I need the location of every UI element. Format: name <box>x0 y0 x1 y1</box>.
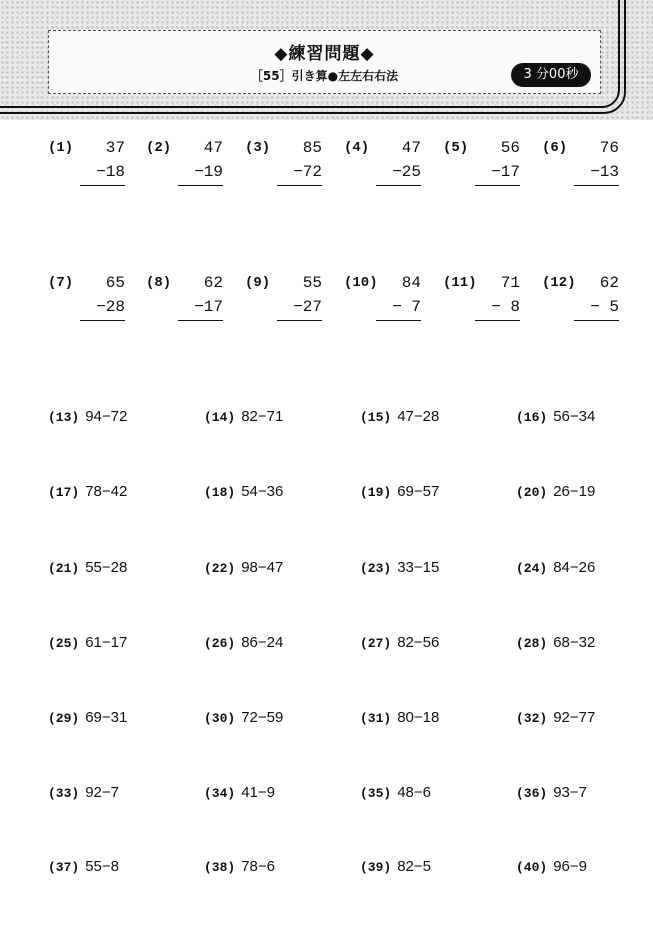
subtraction-expression: 98−47 <box>241 559 284 576</box>
minuend: 85 <box>302 139 322 157</box>
horizontal-problem <box>48 558 127 576</box>
vertical-problem <box>542 275 632 335</box>
vertical-problem <box>443 275 533 335</box>
horizontal-problem <box>48 708 127 726</box>
minuend: 84 <box>401 274 421 292</box>
subtraction-expression: 84−26 <box>553 559 596 576</box>
minuend: 65 <box>105 274 125 292</box>
subtraction-expression: 55−28 <box>85 559 128 576</box>
subtraction-expression: 92−77 <box>553 709 596 726</box>
answer-line <box>277 320 322 321</box>
time-limit-badge: 3 分00秒 <box>511 63 591 87</box>
horizontal-problem <box>48 857 119 875</box>
answer-line <box>475 320 520 321</box>
minuend: 47 <box>401 139 421 157</box>
subtraction-expression: 47−28 <box>397 408 440 425</box>
horizontal-problem <box>516 857 587 875</box>
problem-number: (28) <box>516 636 548 651</box>
horizontal-problem <box>360 633 439 651</box>
horizontal-problem <box>360 857 431 875</box>
horizontal-problem <box>360 708 439 726</box>
subtraction-expression: 41−9 <box>241 784 276 801</box>
problem-number: (32) <box>516 711 548 726</box>
problem-number: (3) <box>245 140 271 156</box>
vertical-problem <box>245 140 335 200</box>
subtrahend: −13 <box>590 163 619 181</box>
subtraction-expression: 68−32 <box>553 634 596 651</box>
problem-number: (27) <box>360 636 392 651</box>
subtraction-expression: 96−9 <box>553 858 588 875</box>
horizontal-problem <box>204 482 283 500</box>
subtraction-expression: 92−7 <box>85 784 120 801</box>
minuend: 56 <box>500 139 520 157</box>
vertical-problem <box>443 140 533 200</box>
horizontal-problem <box>204 708 283 726</box>
horizontal-problem <box>516 633 595 651</box>
horizontal-problem <box>516 482 595 500</box>
vertical-problem <box>542 140 632 200</box>
subtraction-expression: 61−17 <box>85 634 128 651</box>
problem-number: (2) <box>146 140 172 156</box>
vertical-problem <box>48 275 138 335</box>
vertical-problem <box>344 140 434 200</box>
problem-number: (31) <box>360 711 392 726</box>
subtraction-expression: 56−34 <box>553 408 596 425</box>
answer-line <box>178 185 223 186</box>
subtraction-expression: 33−15 <box>397 559 440 576</box>
horizontal-problem <box>48 407 127 425</box>
answer-line <box>574 320 619 321</box>
problem-number: (7) <box>48 275 74 291</box>
problem-number: (6) <box>542 140 568 156</box>
subtrahend: −17 <box>491 163 520 181</box>
problem-number: (19) <box>360 485 392 500</box>
problem-number: (23) <box>360 561 392 576</box>
worksheet-subtitle: ［55］引き算●左左右右法 <box>250 69 399 83</box>
horizontal-problem <box>516 558 595 576</box>
horizontal-problem <box>204 558 283 576</box>
problem-number: (14) <box>204 410 236 425</box>
problem-number: (17) <box>48 485 80 500</box>
subtraction-expression: 26−19 <box>553 483 596 500</box>
title-box <box>48 30 601 94</box>
subtraction-expression: 82−71 <box>241 408 284 425</box>
answer-line <box>475 185 520 186</box>
horizontal-problem <box>48 633 127 651</box>
vertical-problem <box>146 275 236 335</box>
answer-line <box>80 185 125 186</box>
subtraction-expression: 80−18 <box>397 709 440 726</box>
problem-number: (4) <box>344 140 370 156</box>
subtrahend: − 7 <box>392 298 421 316</box>
vertical-problem <box>146 140 236 200</box>
horizontal-problem <box>360 783 431 801</box>
problem-number: (33) <box>48 786 80 801</box>
problem-number: (24) <box>516 561 548 576</box>
problem-number: (40) <box>516 860 548 875</box>
subtraction-expression: 54−36 <box>241 483 284 500</box>
problem-number: (26) <box>204 636 236 651</box>
subtrahend: −72 <box>293 163 322 181</box>
minuend: 76 <box>599 139 619 157</box>
problem-number: (8) <box>146 275 172 291</box>
subtraction-expression: 78−42 <box>85 483 128 500</box>
horizontal-problem <box>204 633 283 651</box>
problem-number: (38) <box>204 860 236 875</box>
problem-number: (16) <box>516 410 548 425</box>
subtrahend: − 8 <box>491 298 520 316</box>
answer-line <box>574 185 619 186</box>
problem-number: (18) <box>204 485 236 500</box>
horizontal-problem <box>204 783 275 801</box>
horizontal-problem <box>204 857 275 875</box>
problem-number: (1) <box>48 140 74 156</box>
subtraction-expression: 72−59 <box>241 709 284 726</box>
vertical-problem <box>245 275 335 335</box>
problem-number: (11) <box>443 275 477 291</box>
problem-number: (29) <box>48 711 80 726</box>
horizontal-problem <box>360 407 439 425</box>
answer-line <box>80 320 125 321</box>
subtraction-expression: 82−56 <box>397 634 440 651</box>
subtraction-expression: 78−6 <box>241 858 276 875</box>
subtraction-expression: 69−31 <box>85 709 128 726</box>
problem-number: (10) <box>344 275 378 291</box>
subtrahend: −17 <box>194 298 223 316</box>
answer-line <box>376 185 421 186</box>
minuend: 55 <box>302 274 322 292</box>
subtrahend: −19 <box>194 163 223 181</box>
answer-line <box>376 320 421 321</box>
worksheet-title: ◆練習問題◆ <box>274 44 375 64</box>
horizontal-problem <box>516 708 595 726</box>
subtrahend: − 5 <box>590 298 619 316</box>
problem-number: (39) <box>360 860 392 875</box>
horizontal-problem <box>48 783 119 801</box>
problem-number: (22) <box>204 561 236 576</box>
subtraction-expression: 86−24 <box>241 634 284 651</box>
problem-number: (35) <box>360 786 392 801</box>
problem-number: (20) <box>516 485 548 500</box>
subtraction-expression: 48−6 <box>397 784 432 801</box>
minuend: 47 <box>203 139 223 157</box>
problem-number: (5) <box>443 140 469 156</box>
minuend: 37 <box>105 139 125 157</box>
minuend: 71 <box>500 274 520 292</box>
problem-number: (9) <box>245 275 271 291</box>
subtraction-expression: 82−5 <box>397 858 432 875</box>
vertical-problem <box>48 140 138 200</box>
problem-number: (12) <box>542 275 576 291</box>
problem-number: (30) <box>204 711 236 726</box>
answer-line <box>277 185 322 186</box>
minuend: 62 <box>599 274 619 292</box>
subtraction-expression: 94−72 <box>85 408 128 425</box>
problem-number: (21) <box>48 561 80 576</box>
vertical-problem <box>344 275 434 335</box>
subtrahend: −25 <box>392 163 421 181</box>
problem-number: (37) <box>48 860 80 875</box>
horizontal-problem <box>516 783 587 801</box>
subtraction-expression: 55−8 <box>85 858 120 875</box>
subtrahend: −18 <box>96 163 125 181</box>
horizontal-problem <box>516 407 595 425</box>
minuend: 62 <box>203 274 223 292</box>
subtrahend: −27 <box>293 298 322 316</box>
horizontal-problem <box>48 482 127 500</box>
problem-number: (13) <box>48 410 80 425</box>
subtraction-expression: 69−57 <box>397 483 440 500</box>
answer-line <box>178 320 223 321</box>
subtrahend: −28 <box>96 298 125 316</box>
horizontal-problem <box>204 407 283 425</box>
horizontal-problem <box>360 558 439 576</box>
subtraction-expression: 93−7 <box>553 784 588 801</box>
horizontal-problem <box>360 482 439 500</box>
problem-number: (34) <box>204 786 236 801</box>
problem-number: (25) <box>48 636 80 651</box>
problem-number: (15) <box>360 410 392 425</box>
problem-number: (36) <box>516 786 548 801</box>
